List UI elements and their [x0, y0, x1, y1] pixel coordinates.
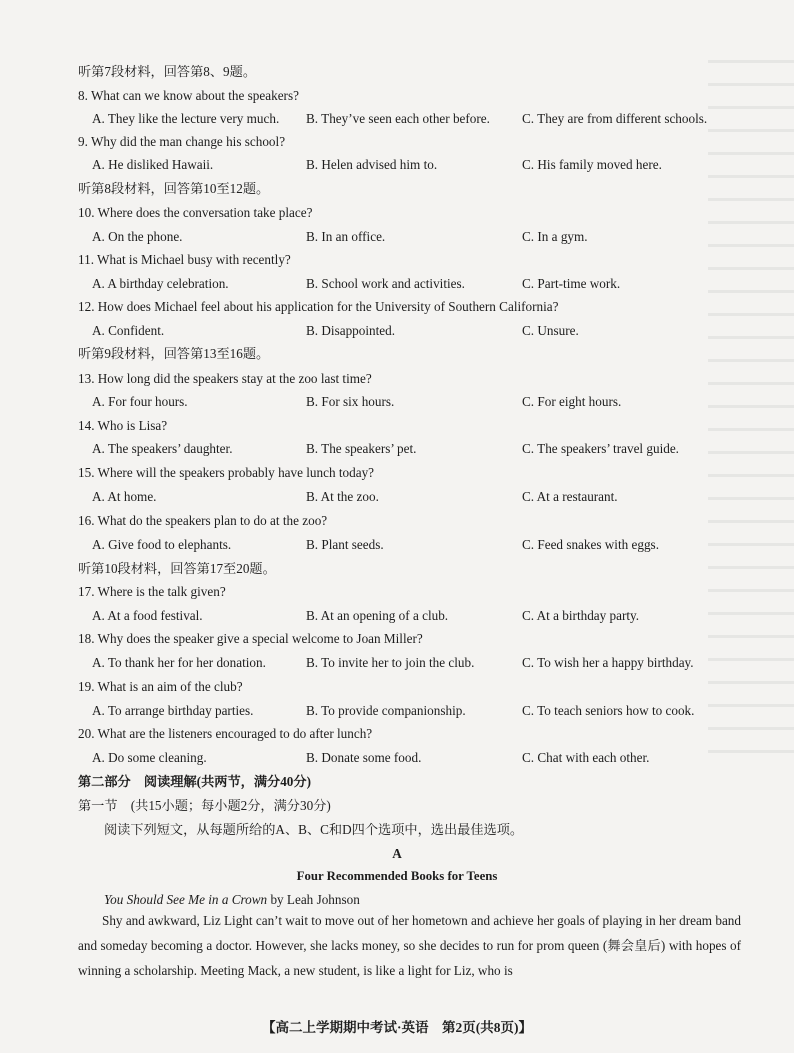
section-title: 第一节 (共15小题；每小题2分，满分30分): [78, 798, 331, 813]
section-header: 听第7段材料，回答第8、9题。: [78, 64, 257, 79]
option-b: B. School work and activities.: [306, 276, 465, 291]
option-c: C. Part-time work.: [522, 276, 621, 291]
option-a: A. Give food to elephants.: [92, 537, 232, 552]
option-a: A. He disliked Hawaii.: [92, 157, 214, 172]
instruction: 阅读下列短文，从每题所给的A、B、C和D四个选项中，选出最佳选项。: [104, 822, 524, 837]
option-a: A. The speakers’ daughter.: [92, 441, 233, 456]
option-a: A. A birthday celebration.: [92, 276, 229, 291]
option-a: A. At home.: [92, 489, 157, 504]
option-b: B. In an office.: [306, 229, 386, 244]
question: 14. Who is Lisa?: [78, 418, 168, 433]
option-c: C. For eight hours.: [522, 394, 622, 409]
option-b: B. Disappointed.: [306, 323, 396, 338]
option-a: A. Do some cleaning.: [92, 750, 207, 765]
passage-title: Four Recommended Books for Teens: [296, 869, 498, 883]
option-b: B. To provide companionship.: [306, 703, 466, 718]
section-header: 听第10段材料，回答第17至20题。: [78, 561, 276, 576]
option-b: B. They’ve seen each other before.: [306, 111, 490, 126]
passage-paragraph: [78, 908, 741, 983]
paragraph-text: Shy and awkward, Liz Light can’t wait to move out of her hometown and achieve her goals of playing in her dream band and someday becoming a doctor. However, she lacks money, so she decides to run for prom queen (舞会皇后) with hopes of winning a scholarship. Meeting Mack, a new student, is like a light for Liz, who is: [78, 913, 741, 978]
question: 20. What are the listeners encouraged to do after lunch?: [78, 726, 373, 741]
option-c: C. To wish her a happy birthday.: [522, 655, 694, 670]
option-a: A. At a food festival.: [92, 608, 203, 623]
question: 11. What is Michael busy with recently?: [78, 252, 291, 267]
option-c: C. Chat with each other.: [522, 750, 650, 765]
option-b: B. Helen advised him to.: [306, 157, 438, 172]
option-a: A. To thank her for her donation.: [92, 655, 266, 670]
question: 9. Why did the man change his school?: [78, 134, 286, 149]
bleed-through-text: [708, 60, 794, 760]
option-a: A. Confident.: [92, 323, 165, 338]
option-a: A. On the phone.: [92, 229, 183, 244]
question: 13. How long did the speakers stay at the zoo last time?: [78, 371, 372, 386]
option-c: C. At a birthday party.: [522, 608, 640, 623]
option-c: C. The speakers’ travel guide.: [522, 441, 679, 456]
part-title: 第二部分 阅读理解(共两节，满分40分): [78, 774, 311, 789]
question: 17. Where is the talk given?: [78, 584, 226, 599]
page-footer: 【高二上学期期中考试·英语 第2页(共8页)】: [262, 1020, 532, 1035]
option-b: B. The speakers’ pet.: [306, 441, 417, 456]
option-b: B. For six hours.: [306, 394, 395, 409]
option-b: B. At an opening of a club.: [306, 608, 449, 623]
question: 8. What can we know about the speakers?: [78, 88, 299, 103]
option-b: B. To invite her to join the club.: [306, 655, 475, 670]
option-c: C. Feed snakes with eggs.: [522, 537, 659, 552]
question: 16. What do the speakers plan to do at the zoo?: [78, 513, 328, 528]
question: 15. Where will the speakers probably have lunch today?: [78, 465, 375, 480]
option-c: C. To teach seniors how to cook.: [522, 703, 695, 718]
question: 18. Why does the speaker give a special welcome to Joan Miller?: [78, 631, 423, 646]
option-b: B. At the zoo.: [306, 489, 379, 504]
book-author: by Leah Johnson: [267, 892, 360, 907]
book-title: You Should See Me in a Crown: [104, 892, 268, 907]
option-c: C. His family moved here.: [522, 157, 662, 172]
option-b: B. Plant seeds.: [306, 537, 384, 552]
option-c: C. Unsure.: [522, 323, 579, 338]
option-c: C. At a restaurant.: [522, 489, 618, 504]
option-c: C. In a gym.: [522, 229, 588, 244]
passage-letter: A: [392, 846, 402, 861]
option-c: C. They are from different schools.: [522, 111, 708, 126]
option-a: A. For four hours.: [92, 394, 188, 409]
section-header: 听第8段材料，回答第10至12题。: [78, 181, 270, 196]
question: 10. Where does the conversation take place?: [78, 205, 313, 220]
option-b: B. Donate some food.: [306, 750, 422, 765]
section-header: 听第9段材料，回答第13至16题。: [78, 346, 270, 361]
book-heading: [104, 892, 360, 908]
question: 12. How does Michael feel about his application for the University of Southern California?: [78, 299, 559, 314]
question: 19. What is an aim of the club?: [78, 679, 243, 694]
option-a: A. To arrange birthday parties.: [92, 703, 254, 718]
option-a: A. They like the lecture very much.: [92, 111, 280, 126]
